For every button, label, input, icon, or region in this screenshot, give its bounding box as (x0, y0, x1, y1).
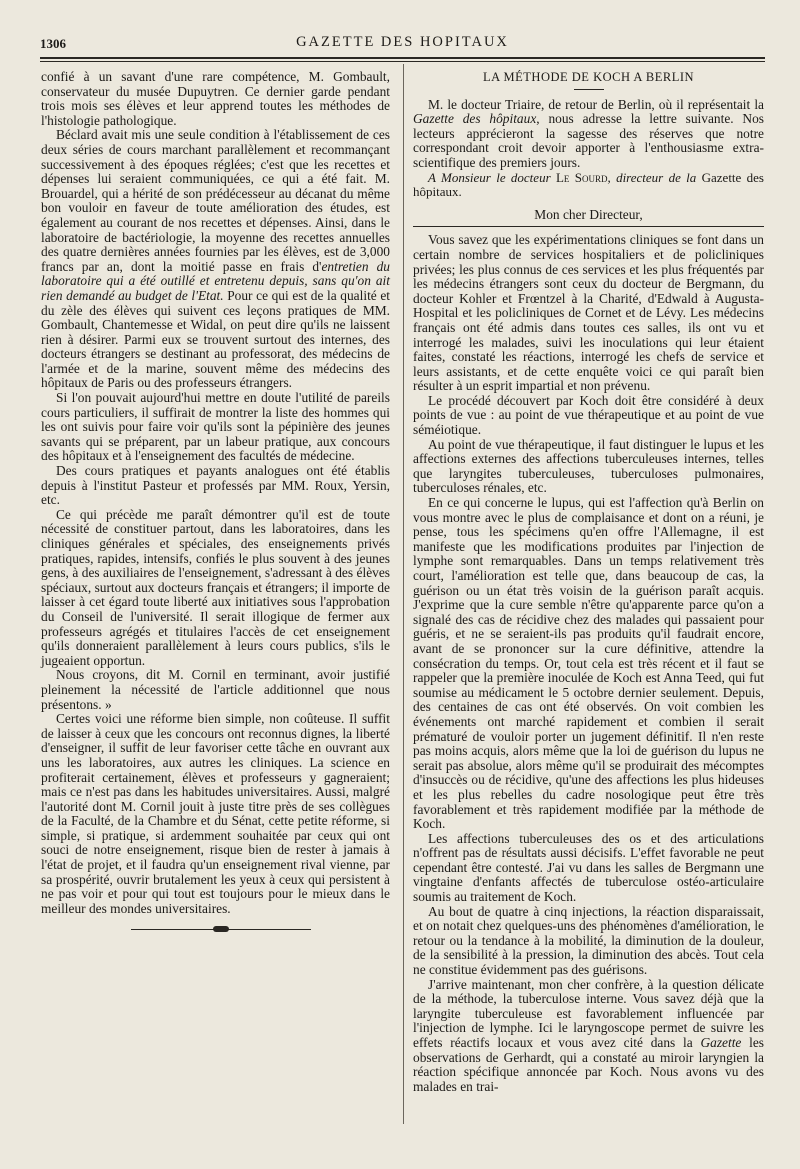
header-rule-thin (40, 61, 765, 62)
text-run: Pour ce qui est de la qualité et du zèle des élèves qui suivent ces leçons pratiques de MM. Gombault, Chantemesse et Widal, on peut dire qu'ils ne laissent rien à désirer. Parmi eux se trouvent surtout des internes, des docteurs étrangers se destinant au professorat, des médecins de l'armée et de la marine, souvent même des médecins des hôpitaux de Paris ou des professeurs étrangers. (41, 287, 390, 391)
paragraph: Certes voici une réforme bien simple, non coûteuse. Il suffit de laisser à ceux que les concours ont reconnus dignes, la liberté d'enseigner, il suffit de leur favoriser cette tâche en ouvrant aux uns les laboratoires, aux autres les cliniques. La science en profiterait certainement, élèves et professeurs y gagneraient; mais ce n'est pas dans les habitudes universitaires. Aussi, malgré l'autorité dont M. Cornil jouit à juste titre près de ses collègues de la Faculté, de la Chambre et du Sénat, cette petite réforme, si simple, si pratique, si ardemment souhaitée par ceux qui ont souci de notre enseignement, risque bien de rester à jamais à l'état de projet, et il faudra qu'un enseignement rival vienne, par sa prospérité, ouvrir brutalement les yeux à ceux qui persistent à ne pas voir et pour qui tout est toujours pour le mieux dans le meilleur des mondes universitaires. (41, 711, 390, 916)
text-run: J'arrive maintenant, mon cher confrère, à la question délicate de la méthode, la tuberculose interne. Vous savez déjà que la laryngite tuberculeuse est favorablement influencée par l'injection de lymphe. Ici le laryngoscope permet de suivre les effets réactifs locaux et vous avez cité dans la (413, 976, 764, 1050)
paragraph: Au point de vue thérapeutique, il faut distinguer le lupus et les affections externes des affections tuberculeuses internes, telles que laryngites tuberculeuses, tuberculoses pulmonaires, tuberculoses rénales, etc. (413, 436, 764, 496)
paragraph: Des cours pratiques et payants analogues ont été établis depuis à l'institut Pasteur et professés par MM. Roux, Yersin, etc. (41, 463, 390, 508)
paragraph: En ce qui concerne le lupus, qui est l'affection qu'à Berlin on vous montre avec le plus de complaisance et dont on a réuni, je pense, tous les spécimens qu'en offre l'Allemagne, il est manifeste que les modifications produites par l'injection de lymphe sont remarquables. Dans un temps relativement très court, l'amélioration est telle que, dans beaucoup de cas, la guérison ou un état très voisin de la guérison paraît acquis. J'exprime que la cure semble n'être qu'apparente parce qu'on a signalé des cas de récidive chez des malades qui passaient pour guéris, et ne se seraient-ils pas produits qu'il faudrait encore, avant de se prononcer sur la cure définitive, attendre la consécration du temps. Or, tout cela est très récent et il faut se rappeler que la première inoculée de Koch est Anna Teed, qui fut soumise au médicament le 5 octobre dernier seulement. Depuis, des centaines de cas ont été observés. On voit combien les événements ont marché rapidement et combien il serait prématuré de vouloir porter un jugement définitif. Il n'en reste pas moins acquis, alors même que la loi de guérison du lupus ne serait pas absolue, alors même qu'il se produirait des mécomptes d'insuccès ou de récidive, qu'une des affections les plus hideuses et les plus rebelles du cadre nosologique peut être très favorablement et très rapidement modifiée par la méthode de Koch. (413, 495, 764, 832)
paragraph (413, 978, 764, 1095)
salutation: Mon cher Directeur, (534, 206, 643, 222)
header-rule-thick (40, 57, 765, 59)
italic-text: Gazette (700, 1035, 742, 1050)
recipient-name: Le Sourd (555, 169, 608, 185)
column-divider (403, 64, 404, 1124)
end-ornament (131, 926, 311, 934)
paragraph: confié à un savant d'une rare compétence, M. Gombault, conservateur du musée Dupuytren. Ce dernier garde pendant trois mois ses élèves et leur apprend toutes les méthodes de l'histologie pathologique. (41, 69, 390, 128)
text-run: Gazette (701, 169, 742, 185)
paragraph (41, 128, 390, 391)
title-rule (574, 89, 604, 90)
italic-text: Gazette des hôpitaux (413, 111, 537, 127)
page-header (40, 32, 765, 54)
right-column (413, 70, 764, 1094)
letter-address (413, 171, 764, 200)
paragraph: Nous croyons, dit M. Cornil en terminant, avoir justifié pleinement la nécessité de l'article additionnel que nous présentons. » (41, 667, 390, 712)
text-run: les observations de Gerhardt, qui a constaté au miroir laryngien la réaction spécifique annoncée par Koch. Nous avons vu des malades en trai- (413, 1035, 764, 1094)
italic-text: entretien du laboratoire qui a été outillé et entretenu depuis, sans qu'on ait rien demandé au budget de l'Etat. (41, 258, 391, 303)
paragraph: Ce qui précède me paraît démontrer qu'il est de toute nécessité de constituer partout, dans les laboratoires, dans les cliniques générales et spéciales, des enseignements privés pratiques, rapides, intensifs, confiés le plus souvent à des jeunes gens, à des auxiliaires de l'enseignement, s'adressant à des élèves spéciaux, surtout aux docteurs français et étrangers; il importe de laisser à cet égard toute liberté aux initiatives sous l'approbation du Conseil de l'université. Il serait illogique de fermer aux professeurs agrégés et titulaires l'accès de cet enseignement qu'ils donneraient parallèlement à leurs cours publics, s'ils le jugeaient opportun. (41, 506, 390, 668)
text-run: M. le docteur Triaire, de retour de Berlin, où il représentait la (428, 96, 764, 112)
page-number: 1306 (40, 36, 66, 51)
paragraph: Vous savez que les expérimentations cliniques se font dans un certain nombre de services hospitaliers et de policliniques privées; les plus connus de ces services et les plus fréquentés par les médecins étrangers sont ceux du docteur de Bergmann, du docteur Kohler et Frœntzel à la Charité, d'Edwald à Augusta-Hospital et les policliniques de Cornet et de Lévy. Les médecins français ont été admis dans toutes ces salles, ils ont vu et interrogé les malades, suivi les inoculations qui leur étaient faites, constaté les réactions, interrogé les chefs de service et leurs assistants, et de cette enquête voici ce qui paraît bien résulter à un esprit impartial et non prévenu. (413, 232, 764, 394)
running-title: GAZETTE DES HOPITAUX (296, 34, 509, 50)
text-run: des hôpitaux. (413, 169, 764, 200)
italic-text: , directeur de la (607, 169, 702, 185)
paragraph: Si l'on pouvait aujourd'hui mettre en doute l'utilité de pareils cours particuliers, il suffirait de montrer la liste des hommes qui les ont suivis pour faire voir qu'ils sont la pépinière des jeunes savants qui se préparent, par un labeur pratique, aux concours des hôpitaux et à l'enseignement des facultés de médecine. (41, 390, 390, 464)
paragraph: Au bout de quatre à cinq injections, la réaction disparaissait, et on notait chez quelques-uns des phénomènes d'amélioration, le retour ou la tendance à la mobilité, la diminution de la douleur, de la sensibilité à la pression, la diminution des abcès. Tout cela ne constitue évidemment pas des guérisons. (413, 903, 764, 978)
text-run: , nous adresse la lettre suivante. Nos lecteurs apprécieront la sagesse des réserves que notre correspondant croit devoir apporter à l'enthousiasme extra-scientifique des premiers jours. (413, 111, 765, 170)
paragraph: Les affections tuberculeuses des os et des articulations n'offrent pas de résultats aussi décisifs. L'effet favorable ne peut cependant être contesté. J'ai vu dans les salles de Bergmann une vingtaine d'enfants affectés de tuberculose ostéo-articulaire soumis au traitement de Koch. (413, 830, 764, 905)
paragraph: Le procédé découvert par Koch doit être considéré à deux points de vue : au point de vue thérapeutique et au point de vue séméiotique. (413, 392, 764, 438)
left-column (41, 70, 390, 934)
intro-paragraph (413, 98, 764, 171)
italic-text: A Monsieur le docteur (428, 169, 556, 185)
article-title: LA MÉTHODE DE KOCH A BERLIN (482, 70, 695, 84)
text-run: Béclard avait mis une seule condition à l'établissement de ces deux séries de cours marchant parallèlement et recommançant successivement à des époques réglées; c'est que les recettes et dépenses lui seraient communiquées, ce qui a été fait. M. Brouardel, qui a hérité de son prédécesseur au décanat du même bon vouloir en faveur de toute amélioration des études, est également au courant de nos recettes et dépenses. Ainsi, dans le laboratoire de bactériologie, la moyenne des recettes annuelles des quatre dernières années fournies par les élèves, est de 3,000 francs par an, dont la moitié passe en frais d' (41, 127, 390, 274)
separator-line (413, 226, 764, 227)
